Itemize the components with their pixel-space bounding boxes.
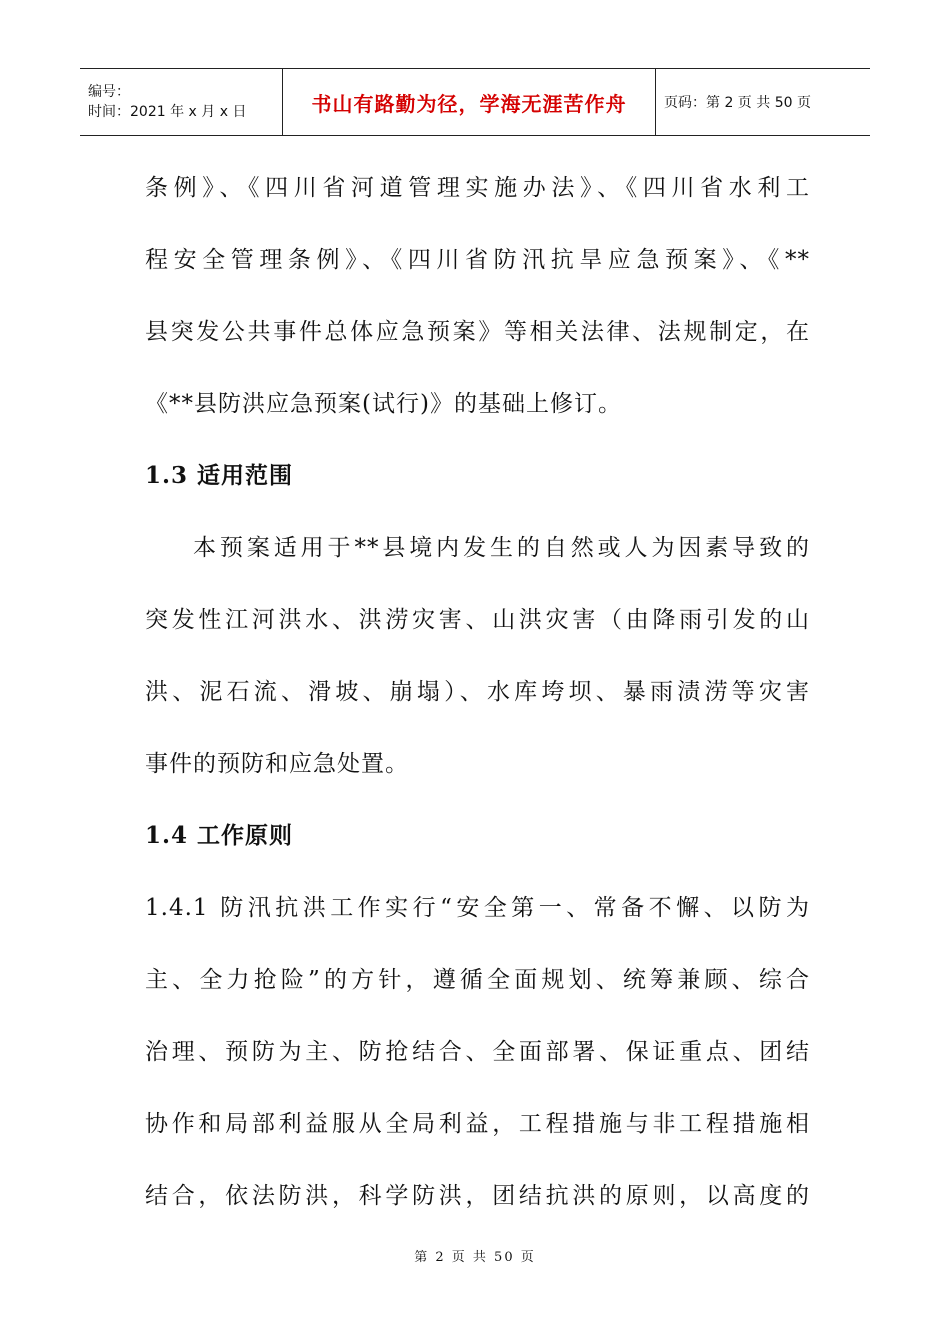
body-line: 1.4.1 防汛抗洪工作实行“安全第一、常备不懈、以防为 — [145, 895, 810, 921]
body-line: 洪、泥石流、滑坡、崩塌）、水库垮坝、暴雨渍涝等灾害 — [145, 679, 810, 705]
body-line: 本预案适用于**县境内发生的自然或人为因素导致的 — [193, 535, 810, 561]
body-line: 条例》、《四川省河道管理实施办法》、《四川省水利工 — [145, 175, 810, 201]
body-line: 程安全管理条例》、《四川省防汛抗旱应急预案》、《** — [145, 247, 810, 273]
body-line: 治理、预防为主、防抢结合、全面部署、保证重点、团结 — [145, 1039, 810, 1065]
body-line: 协作和局部利益服从全局利益，工程措施与非工程措施相 — [145, 1111, 810, 1137]
body-line: 县突发公共事件总体应急预案》等相关法律、法规制定，在 — [145, 319, 810, 345]
page-info-text: 页码：第 2 页 共 50 页 — [664, 95, 811, 111]
body-line: 主、全力抢险”的方针，遵循全面规划、统筹兼顾、综合 — [145, 967, 810, 993]
section-heading-1-3: 1.3 适用范围 — [145, 462, 294, 489]
document-date: 时间：2021 年 x 月 x 日 — [88, 104, 247, 120]
document-body — [145, 160, 810, 1240]
body-line: 事件的预防和应急处置。 — [145, 751, 409, 777]
header-motto: 书山有路勤为径，学海无涯苦作舟 — [311, 91, 627, 116]
page-header — [80, 68, 870, 136]
header-motto-cell — [283, 69, 656, 135]
page-footer: 第 2 页 共 50 页 — [414, 1250, 536, 1265]
section-heading-1-4: 1.4 工作原则 — [145, 822, 294, 849]
header-meta — [80, 69, 283, 135]
body-line: 结合，依法防洪，科学防洪，团结抗洪的原则，以高度的 — [145, 1183, 810, 1209]
body-line: 《**县防洪应急预案(试行)》的基础上修订。 — [145, 391, 622, 417]
body-line: 突发性江河洪水、洪涝灾害、山洪灾害（由降雨引发的山 — [145, 607, 810, 633]
header-page-info — [656, 69, 870, 135]
document-number-label: 编号： — [88, 84, 130, 100]
